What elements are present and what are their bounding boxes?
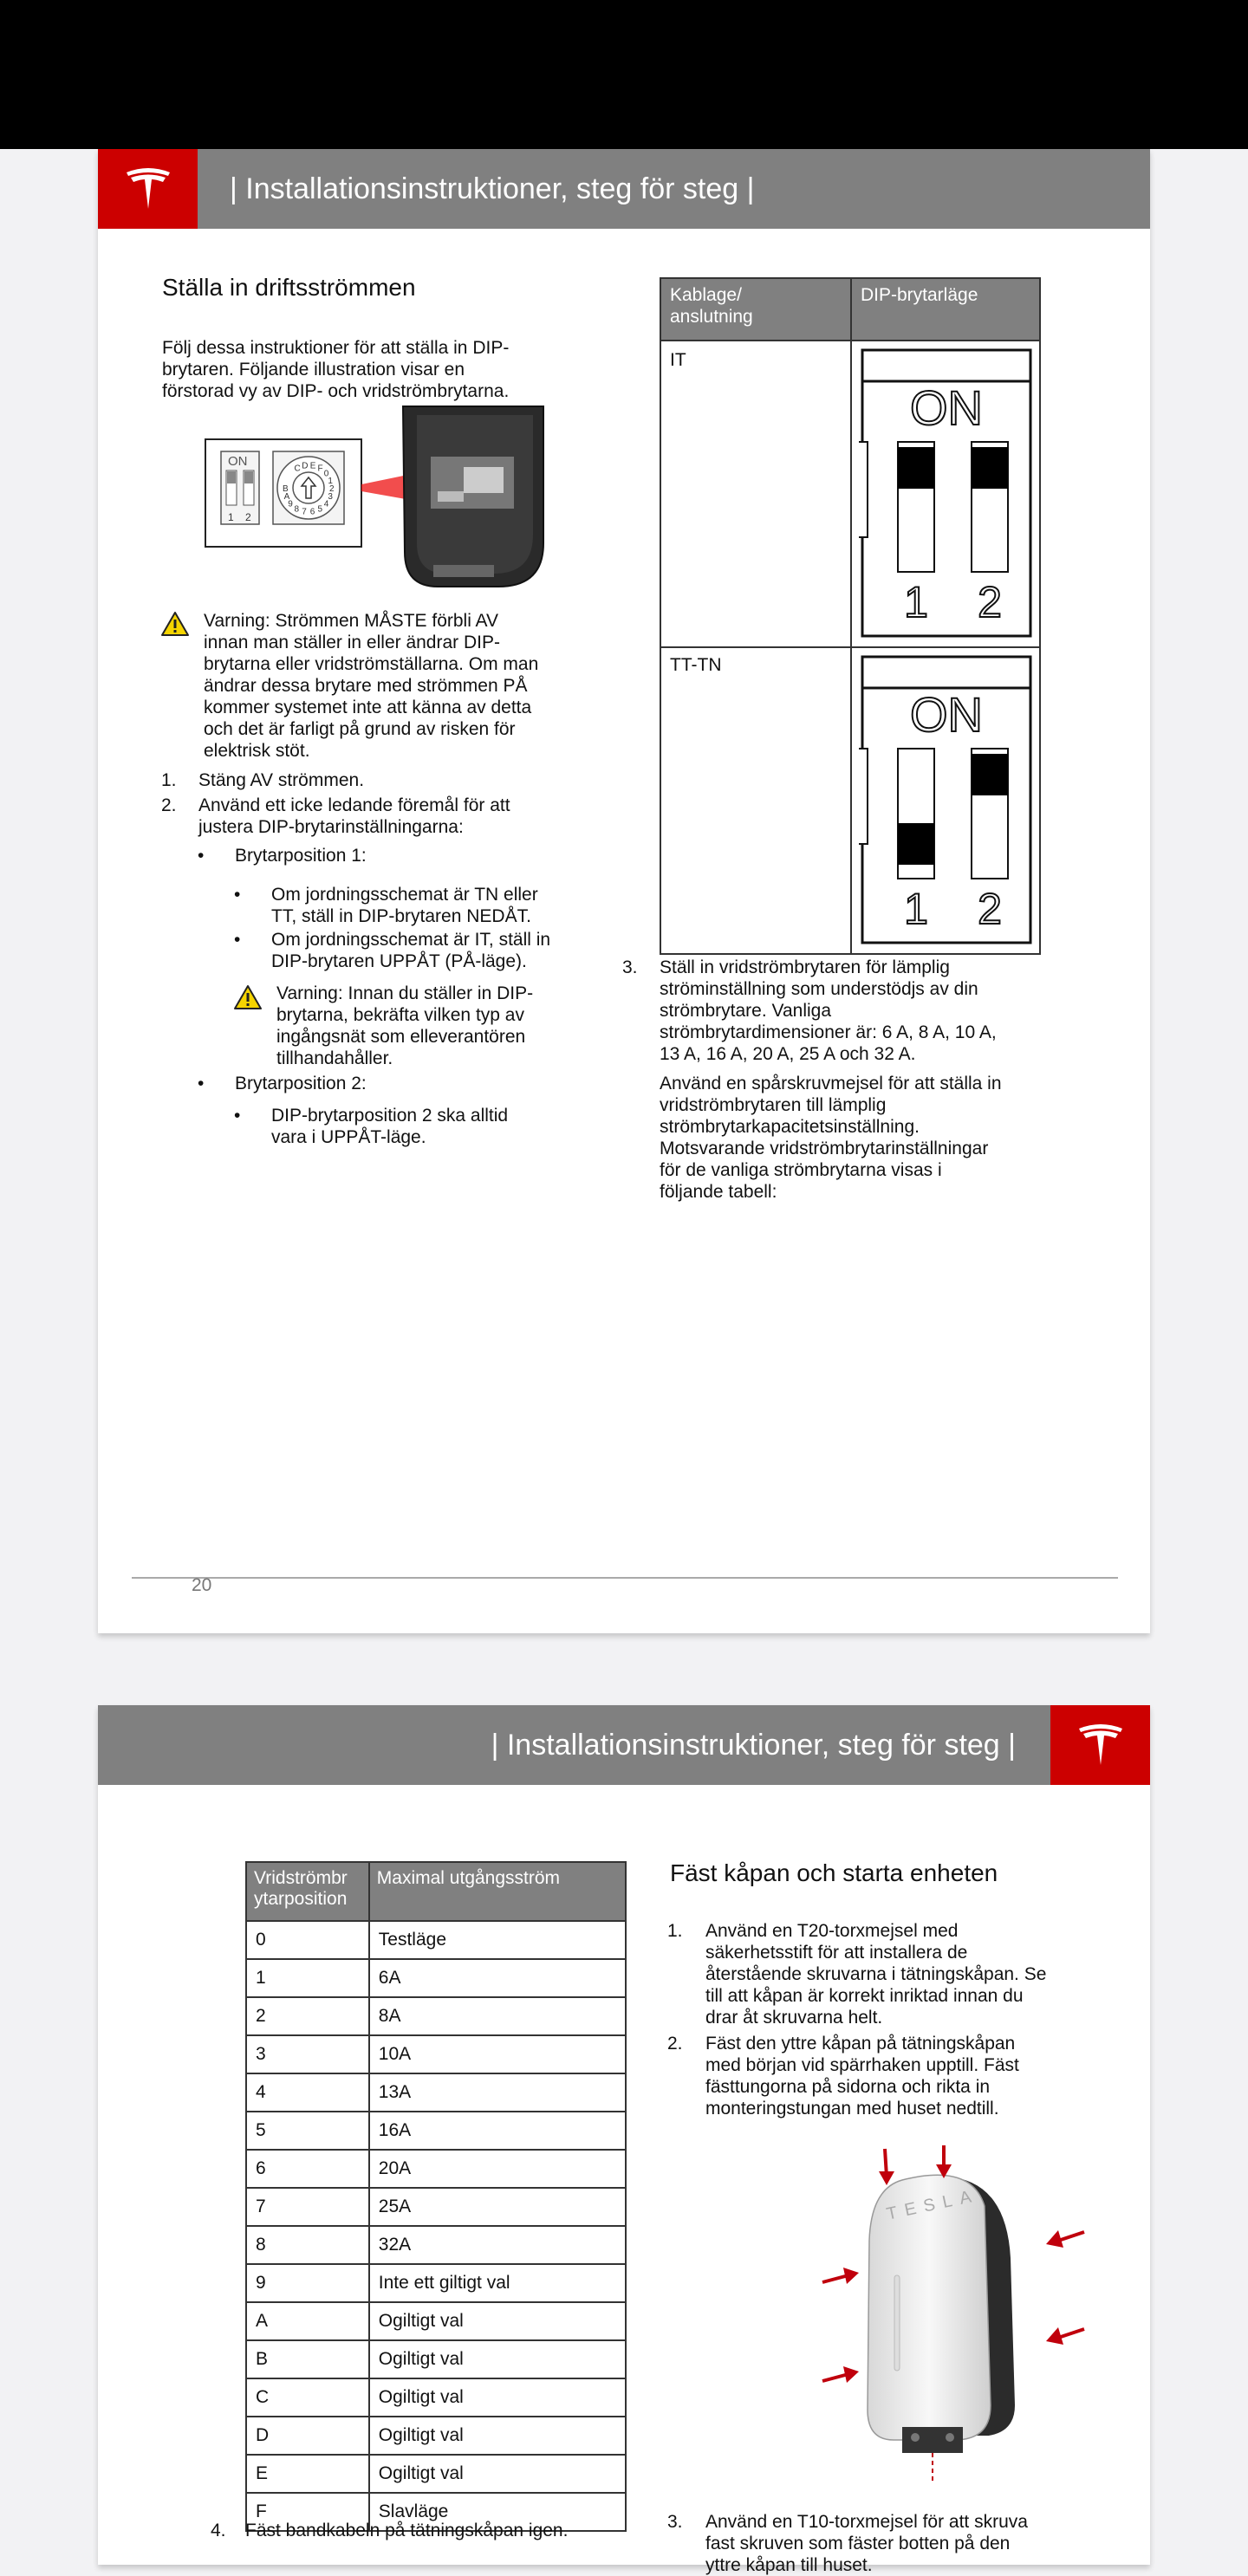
- current-settings-table: [245, 1861, 627, 2532]
- section-title: Fäst kåpan och starta enheten: [670, 1859, 998, 1886]
- step-number: 2.: [667, 2034, 683, 2054]
- warning1-line: ändrar dessa brytare med strömmen PÅ: [204, 676, 528, 696]
- dial-char: F: [317, 464, 323, 474]
- position-cell: 4: [246, 2073, 369, 2112]
- warning-icon: [160, 611, 190, 641]
- manual-page-20: [98, 149, 1150, 1633]
- illus-on-label: ON: [228, 454, 248, 469]
- page-number: 20: [192, 1575, 212, 1595]
- table-header: [369, 1862, 626, 1921]
- on-label: ON: [910, 687, 983, 742]
- dial-char: 3: [328, 492, 333, 503]
- table-row: [246, 2073, 626, 2112]
- on-label: ON: [910, 380, 983, 435]
- page-header: [98, 149, 1150, 229]
- dial-char: 0: [323, 469, 329, 479]
- step-number: 1.: [667, 1921, 683, 1941]
- dial-char: 6: [309, 507, 315, 517]
- current-cell: Testläge: [369, 1921, 626, 1959]
- table-row: [246, 2417, 626, 2455]
- warning2-line: tillhandahåller.: [276, 1048, 393, 1068]
- position-cell: C: [246, 2378, 369, 2417]
- p2-step-2-line: fästtungorna på sidorna och rikta in: [705, 2077, 991, 2097]
- warning2-line: ingångsnät som elleverantören: [276, 1027, 526, 1047]
- dial-char: E: [309, 461, 316, 471]
- switch-number-2: 2: [978, 578, 1002, 626]
- dip-row-label-tttn: TT-TN: [670, 655, 722, 675]
- bp1-item-1-line: Om jordningsschemat är IT, ställ in: [271, 930, 551, 950]
- warning1-line: elektrisk stöt.: [204, 741, 310, 761]
- p2-step-3-line: yttre kåpan till huset.: [705, 2555, 873, 2575]
- current-cell: 32A: [369, 2226, 626, 2264]
- table-row: [246, 2150, 626, 2188]
- illus-num-2: 2: [245, 511, 251, 523]
- dial-char: A: [283, 492, 290, 503]
- switch-number-1: 1: [904, 885, 928, 933]
- step-number: 2.: [161, 795, 177, 815]
- table-row: [246, 2378, 626, 2417]
- step-3-para-line: Använd en spårskruvmejsel för att ställa in: [660, 1074, 1002, 1093]
- current-cell: Ogiltigt val: [369, 2340, 626, 2378]
- position-cell: F: [246, 2493, 369, 2531]
- bullet: •: [198, 1074, 205, 1093]
- page-header: [98, 1705, 1150, 1785]
- current-cell: 13A: [369, 2073, 626, 2112]
- table-row: [246, 2302, 626, 2340]
- intro-line: förstorad vy av DIP- och vridströmbrytarna.: [162, 381, 510, 401]
- current-cell: 20A: [369, 2150, 626, 2188]
- step-2-line: justera DIP-brytarinställningarna:: [198, 817, 464, 837]
- position-cell: 5: [246, 2112, 369, 2150]
- bullet: •: [234, 885, 241, 905]
- position-cell: E: [246, 2455, 369, 2493]
- header-line: Vridströmbr: [254, 1868, 348, 1888]
- position-cell: 1: [246, 1959, 369, 1997]
- switch-knob-2: [972, 447, 1008, 489]
- p2-step-3-line: Använd en T10-torxmejsel för att skruva: [705, 2512, 1028, 2532]
- charger-cover-illustration: [798, 2145, 1093, 2483]
- table-row: [246, 2340, 626, 2378]
- illus-num-1: 1: [228, 511, 234, 523]
- table-row: [246, 1959, 626, 1997]
- dip-col-header-switch: [861, 284, 978, 306]
- switch-number-1: 1: [904, 578, 928, 626]
- dial-char: 7: [302, 507, 307, 517]
- step-3-line: ströminställning som understödjs av din: [660, 979, 978, 999]
- bp2-item-0-line: DIP-brytarposition 2 ska alltid: [271, 1106, 509, 1126]
- step-3-para-line: vridströmbrytaren till lämplig: [660, 1095, 887, 1115]
- bp2-item-0-line: vara i UPPÅT-läge.: [271, 1127, 426, 1147]
- dip-illustration: [204, 405, 568, 591]
- step-3-line: Ställ in vridströmbrytaren för lämplig: [660, 957, 950, 977]
- step-3-para-line: strömbrytarkapacitetsinställning.: [660, 1117, 920, 1137]
- step-number: 3.: [622, 957, 638, 977]
- current-cell: 10A: [369, 2035, 626, 2073]
- current-cell: Ogiltigt val: [369, 2378, 626, 2417]
- table-header: [246, 1862, 369, 1921]
- warning1-line: innan man ställer in eller ändrar DIP-: [204, 633, 500, 652]
- bullet: •: [198, 846, 205, 866]
- step-3-para-line: för de vanliga strömbrytarna visas i: [660, 1160, 942, 1180]
- current-cell: 25A: [369, 2188, 626, 2226]
- position-cell: 7: [246, 2188, 369, 2226]
- table-row: [246, 1997, 626, 2035]
- switch-knob-2: [972, 754, 1008, 795]
- warning1-line: brytarna eller vridströmställarna. Om man: [204, 654, 539, 674]
- current-cell: Ogiltigt val: [369, 2302, 626, 2340]
- current-cell: 16A: [369, 2112, 626, 2150]
- step-3-para-line: Motsvarande vridströmbrytarinställningar: [660, 1139, 989, 1158]
- dial-char: 4: [323, 499, 329, 509]
- position-cell: 8: [246, 2226, 369, 2264]
- position-cell: 9: [246, 2264, 369, 2302]
- switch-number-2: 2: [978, 885, 1002, 933]
- p2-step-1-line: Använd en T20-torxmejsel med: [705, 1921, 959, 1941]
- section-title: Ställa in driftsströmmen: [162, 274, 416, 301]
- step-3-line: strömbrytare. Vanliga: [660, 1001, 832, 1021]
- warning-icon-2: [233, 984, 263, 1015]
- table-row: [246, 2226, 626, 2264]
- table-row: [246, 2455, 626, 2493]
- step-3-line: 13 A, 16 A, 20 A, 25 A och 32 A.: [660, 1044, 916, 1064]
- current-cell: 6A: [369, 1959, 626, 1997]
- brand-text: TESLA: [884, 2185, 981, 2224]
- dial-char: B: [283, 484, 289, 494]
- switch-knob-1: [898, 823, 934, 865]
- header-line: anslutning: [670, 307, 753, 327]
- step-number: 1.: [161, 770, 177, 790]
- current-cell: Inte ett giltigt val: [369, 2264, 626, 2302]
- warning2-line: brytarna, bekräfta vilken typ av: [276, 1005, 524, 1025]
- warning1-line: kommer systemet inte att känna av detta: [204, 698, 532, 717]
- bullet: •: [234, 1106, 241, 1126]
- header-title: | Installationsinstruktioner, steg för steg |: [230, 172, 755, 205]
- position-cell: 0: [246, 1921, 369, 1959]
- p2-step-1-line: säkerhetsstift för att installera de: [705, 1943, 968, 1963]
- current-cell: Slavläge: [369, 2493, 626, 2531]
- dip-switch-diagram-tttn: [859, 653, 1034, 946]
- dial-char: C: [294, 464, 301, 474]
- dial-char: 1: [328, 476, 333, 486]
- table-row: [246, 2264, 626, 2302]
- table-row: [246, 2112, 626, 2150]
- p2-step-1-line: till att kåpan är korrekt inriktad innan du: [705, 1986, 1024, 2006]
- table-row: [246, 2188, 626, 2226]
- current-cell: Ogiltigt val: [369, 2417, 626, 2455]
- p2-step-2-line: med början vid spärrhaken upptill. Fäst: [705, 2055, 1019, 2075]
- step-number: 4.: [211, 2521, 226, 2540]
- dial-char: 9: [288, 499, 293, 509]
- p2-step-1-line: drar åt skruvarna helt.: [705, 2008, 883, 2028]
- p2-step-3-line: fast skruven som fäster botten på den: [705, 2534, 1011, 2553]
- dial-char: 5: [317, 504, 323, 515]
- table-row: [246, 2035, 626, 2073]
- step-2-line: Använd ett icke ledande föremål för att: [198, 795, 510, 815]
- intro-line: brytaren. Följande illustration visar en: [162, 360, 465, 380]
- step-1-line: Stäng AV strömmen.: [198, 770, 365, 790]
- bp1-item-1-line: DIP-brytaren UPPÅT (PÅ-läge).: [271, 951, 527, 971]
- step-number: 3.: [667, 2512, 683, 2532]
- bp1-item-0-line: Om jordningsschemat är TN eller: [271, 885, 538, 905]
- footer-rule: [132, 1577, 1118, 1579]
- warning1-line: och det är farligt på grund av risken för: [204, 719, 516, 739]
- dip-col-header-wiring: [670, 284, 753, 328]
- dial-char: D: [302, 461, 309, 471]
- intro-line: Följ dessa instruktioner för att ställa in DIP-: [162, 338, 510, 358]
- table-row: [246, 1921, 626, 1959]
- bullet: •: [234, 930, 241, 950]
- header-title: | Installationsinstruktioner, steg för steg |: [491, 1729, 1016, 1762]
- dip-table: [660, 277, 1041, 955]
- bp2-label: Brytarposition 2:: [235, 1074, 367, 1093]
- bp1-label: Brytarposition 1:: [235, 846, 367, 866]
- header-line: ytarposition: [254, 1889, 348, 1909]
- tesla-logo-icon: [1050, 1705, 1150, 1785]
- manual-page-21: [98, 1705, 1150, 2575]
- position-cell: 6: [246, 2150, 369, 2188]
- position-cell: 2: [246, 1997, 369, 2035]
- header-line: Kablage/: [670, 285, 742, 305]
- step-4-text: Fäst bandkabeln på tätningskåpan igen.: [245, 2521, 569, 2540]
- p2-step-2-line: Fäst den yttre kåpan på tätningskåpan: [705, 2034, 1016, 2054]
- current-cell: Ogiltigt val: [369, 2455, 626, 2493]
- tesla-logo-icon: [98, 149, 198, 229]
- step-3-para-line: följande tabell:: [660, 1182, 777, 1202]
- header-line: Maximal utgångsström: [376, 1868, 561, 1888]
- position-cell: D: [246, 2417, 369, 2455]
- warning2-line: Varning: Innan du ställer in DIP-: [276, 983, 534, 1003]
- dip-switch-diagram-it: [859, 347, 1034, 639]
- position-cell: 3: [246, 2035, 369, 2073]
- top-black-bar: [0, 0, 1248, 149]
- switch-knob-1: [898, 447, 934, 489]
- dip-row-label-it: IT: [670, 350, 686, 370]
- position-cell: A: [246, 2302, 369, 2340]
- p2-step-2-line: monteringstungan med huset nedtill.: [705, 2099, 999, 2119]
- header-line: DIP-brytarläge: [861, 285, 978, 305]
- warning1-line: Varning: Strömmen MÅSTE förbli AV: [204, 611, 499, 631]
- dial-char: 8: [294, 504, 300, 515]
- step-3-line: strömbrytardimensioner är: 6 A, 8 A, 10 A,: [660, 1022, 997, 1042]
- bp1-item-0-line: TT, ställ in DIP-brytaren NEDÅT.: [271, 906, 531, 926]
- dial-char: 2: [329, 484, 335, 494]
- position-cell: B: [246, 2340, 369, 2378]
- current-cell: 8A: [369, 1997, 626, 2035]
- p2-step-1-line: återstående skruvarna i tätningskåpan. Se: [705, 1964, 1047, 1984]
